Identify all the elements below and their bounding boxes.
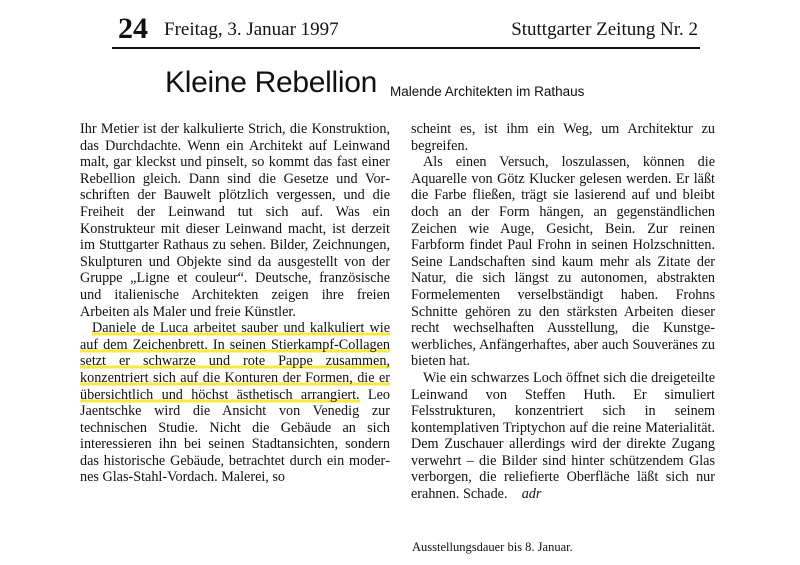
article-column-2 bbox=[411, 121, 715, 503]
paragraph-jaentschke: Leo Jaentschke wird die Ansicht von Venedig zur technischen Studie. Nicht die Gebäude an sich interessieren ihn bei seinen Stadtansichten, sondern das historische Gebäude, betrachtet durch ein modernes Glas-Stahl-Vordach. Malerei, so bbox=[80, 386, 390, 486]
issue-date: Freitag, 3. Januar 1997 bbox=[164, 19, 339, 40]
article-column-1 bbox=[80, 121, 390, 486]
paragraph-huth-text: Wie ein schwarzes Loch öffnet sich die dreigeteilte Leinwand von Steffen Huth. Er simuliert Felsstrukturen, konzentriert sich in seinem kontemplativen Triptychon auf die reine Materialität. Dem Zuschauer allerdings wird der direkte Zugang verwehrt – die Bilder sind hinter schützendem Glas verborgen, die reliefierte Oberfläche läßt sich nur erahnen. Schade. bbox=[411, 369, 715, 503]
author-signature: adr bbox=[521, 486, 542, 503]
page-header bbox=[0, 0, 800, 44]
paragraph-de-luca bbox=[80, 320, 390, 486]
article-headline: Kleine Rebellion bbox=[165, 66, 378, 99]
paragraph-intro: Ihr Metier ist der kalkulierte Strich, die Konstruktion, das Durchdachte. Wenn ein Architekt auf Leinwand malt, gar kleckst und pinselt, so kommt das fast einer Rebellion gleich. Dann sind die Gesetze und Vorschriften der Bauwelt plötzlich vergessen, und die Freiheit der Leinwand tut sich auf. Was ein Konstrukteur mit dieser Leinwand macht, ist derzeit im Stuttgarter Rathaus zu sehen. Bilder, Zeichnungen, Skulpturen und Objekte sind da ausgestellt von der Gruppe „Ligne et couleur“. Deutsche, französische und italienische Architekten zeigen ihre freien Arbeiten als Maler und freie Künstler. bbox=[80, 121, 390, 320]
page-number: 24 bbox=[118, 12, 148, 45]
exhibition-dates: Ausstellungsdauer bis 8. Januar. bbox=[412, 540, 573, 554]
paragraph-klucker-frohn: Als einen Versuch, loszulassen, können die Aquarelle von Götz Klucker gelesen werden. Er läßt die Farbe fließen, trägt sie lasierend auf und bleibt doch an der Form hängen, an gegenständlichen Zeichen wie Auge, Gesicht, Bein. Zur reinen Farbform findet Paul Frohn in seinen Holzschnitten. Seine Landschaften sind kaum mehr als Zitate der Natur, die sich längst zu autonomen, abstrakten Formelementen verselbständigt haben. Frohns Schnitte gehören zu den stärksten Arbeiten dieser recht wechselhaften Ausstellung, die Kunstgewerbliches, Anfängerhaftes, aber auch Souveränes zu bieten hat. bbox=[411, 154, 715, 370]
paragraph-continuation: scheint es, ist ihm ein Weg, um Architektur zu begreifen. bbox=[411, 121, 715, 154]
paragraph-huth bbox=[411, 370, 715, 503]
header-rule bbox=[112, 47, 700, 49]
newspaper-name: Stuttgarter Zeitung Nr. 2 bbox=[511, 19, 698, 40]
article-subheadline: Malende Architekten im Rathaus bbox=[390, 84, 585, 99]
highlighted-passage: Daniele de Luca arbeitet sauber und kalkuliert wie auf dem Zeichenbrett. In seinen Stierkampf-Collagen setzt er schwarze und rote Pappe zusammen, konzentriert sich auf die Konturen der Formen, die er übersichtlich und höchst ästhetisch arrangiert. bbox=[80, 320, 390, 403]
